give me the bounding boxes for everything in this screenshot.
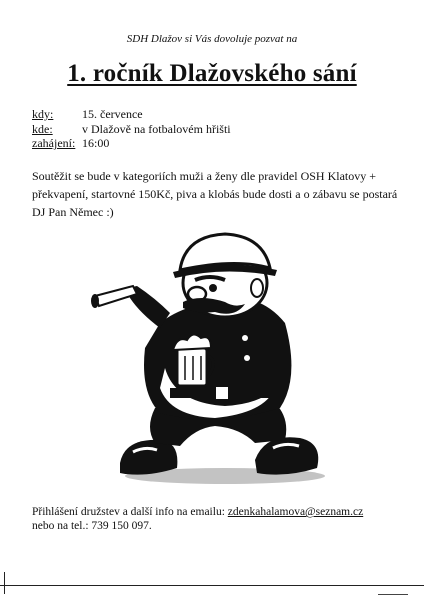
contact-info [32,505,363,533]
detail-row-when [32,107,231,122]
detail-row-where [32,122,231,137]
footer-rule [0,585,424,586]
detail-value-start: 16:00 [82,136,110,150]
detail-label-when: kdy: [32,107,54,121]
detail-row-start [32,136,231,151]
firefighter-with-beer-illustration [85,228,345,493]
ear [251,279,263,297]
footer-stroke [378,594,408,595]
footer-tick [4,572,5,594]
belt-buckle [215,386,229,400]
invite-text: SDH Dlažov si Vás dovoluje pozvat na [126,33,298,45]
contact-email-link[interactable]: zdenkahalamova@seznam.cz [227,506,364,518]
coat-button-2 [244,355,250,361]
detail-value-where: v Dlažově na fotbalovém hřišti [82,121,231,136]
contact-line-email [32,505,363,519]
eye [209,284,217,292]
left-boot [120,440,177,475]
detail-label-where: kde: [32,121,53,136]
hose-nozzle [95,286,137,306]
nozzle-tip [91,294,99,308]
detail-label-start: zahájení: [32,136,76,150]
event-description: Soutěžit se bude v kategoriích muži a ženy dle pravidel OSH Klatovy + překvapení, startovné 150Kč, piva a klobás bude dosti a o zábavu se postará DJ Pan Němec :) [32,169,398,219]
detail-value-when: 15. července [82,107,143,121]
coat-button-1 [242,335,248,341]
contact-line-phone: nebo na tel.: 739 150 097. [32,520,152,532]
event-details [32,107,231,151]
contact-email-prefix: Přihlášení družstev a další info na emailu: [32,506,228,518]
page-title: 1. ročník Dlažovského sání [67,60,357,87]
beer-mug [177,348,207,386]
right-boot [255,437,318,474]
